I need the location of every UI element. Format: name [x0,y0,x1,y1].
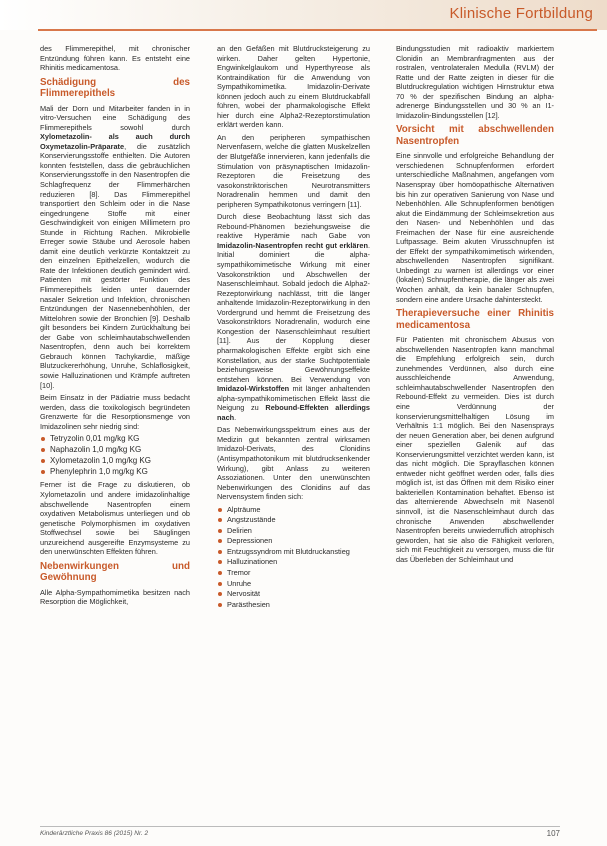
side-effects-list [217,505,370,609]
list-item: Parästhesien [217,600,370,610]
bold-text: Xylometazolin- als auch durch Oxymetazolin-Präparate [40,132,190,151]
section-heading: Nebenwirkungen und Gewöhnung [40,560,190,584]
section-heading: Therapieversuche einer Rhinitis medicamentosa [396,308,554,331]
paragraph: Alle Alpha-Sympathomimetika besitzen nach Resorption die Möglichkeit, [40,587,190,607]
list-item: Phenylephrin 1,0 mg/kg KG [40,467,190,477]
section-heading: Schädigung des Flimmerepithels [40,76,190,100]
limit-list [40,434,190,476]
section-title: Klinische Fortbildung [449,5,593,22]
list-item: Unruhe [217,579,370,589]
paragraph: Eine sinnvolle und erfolgreiche Behandlung der verschiedenen Schnupfenformen erfordert unterschiedliche Maßnahmen, angefangen vom Nasenspray über homöopathische Alternativen bis hin zur operativen Sanierung von Nase und Nebenhöhlen. Alle Schnupfenformen benötigen akut die Eindämmung der Schleimsekretion aus den Nasen- und Nebenhöhlen und das Freimachen der Nase für eine ausreichende Luftpassage. Beim akuten Virusschnupfen ist der Effekt der sympathikomimetisch wirkenden, abschwellenden Nasentropfen signifikant. Unbedingt zu warnen ist allerdings vor einer (lokalen) Schnupfentherapie, die länger als zwei Wochen anhält, da kein banaler Schnupfen, sondern eine andere Ursache dahintersteckt. [396,151,554,304]
list-item: Depressionen [217,536,370,546]
list-item: Entzugssyndrom mit Blutdruckanstieg [217,547,370,557]
bold-text: Imidazol-Wirkstoffen [217,384,290,394]
paragraph: des Flimmerepithel, mit chronischer Entzündung führen kann. Es entsteht eine Rhinitis medicamentosa. [40,44,190,73]
text-run: Mali der Dorn und Mitarbeiter fanden in in vitro-Versuchen eine Schädigung des Flimmerepithels sowohl durch [40,103,190,132]
paragraph: Bindungsstudien mit radioaktiv markiertem Clonidin an Membranfragmenten aus der rostralen, ventrolateralen Medulla (RVLM) der Ratte und der Ratte zeigten in dieser für die Blutdruckregulation wichtigen Hirnstruktur etwa 70 % der spezifischen Bindung an alpha-adrenerge Bindungsstellen und 30 % an I1-Imidazolin-Bindungsstellen [12]. [396,44,554,120]
paragraph: an den Gefäßen mit Blutdrucksteigerung zu wirken. Daher gelten Hypertonie, Engwinkelglaukom und Hyperthyreose als Kontraindikation für die Anwendung von Sympathikomimetika. Imidazolin-Derivate können jedoch auch zu einem Blutdruckabfall führen, wobei der pharmakologische Effekt hier durch eine Alpha2-Rezeptorstimulation erklärt werden kann. [217,44,370,130]
footer-rule [40,826,560,827]
list-item: Angstzustände [217,515,370,525]
header-rule [38,29,597,31]
paragraph [40,104,190,390]
text-run: mit länger anhaltenden alpha-sympathikomimetischen Effekt lässt die Neigung zu [217,384,370,413]
bold-text: Imidazolin-Nasentropfen recht gut erklären [217,240,368,250]
paragraph [217,212,370,422]
paragraph: Beim Einsatz in der Pädiatrie muss bedacht werden, dass die toxikologisch begründeten Grenzwerte für die Resorptionsmenge von Imidazolinen sehr niedrig sind: [40,393,190,431]
list-item: Alpträume [217,505,370,515]
column-1 [40,44,190,610]
paragraph: Ferner ist die Frage zu diskutieren, ob Xylometazolin und andere imidazolinhaltige abschwellende Nasentropfen einem oxydativen Metabolismus unterliegen und ob genetische Polymorphismen im oxydativen Stoffwechsel sowie bei Säuglingen unzureichend ausgereifte Enzymsysteme zu den unerwünschten Effekten führen. [40,480,190,557]
list-item: Tetryzolin 0,01 mg/kg KG [40,434,190,444]
text-run: Durch diese Beobachtung lässt sich das Rebound-Phänomen beziehungsweise die reaktive Hyperämie nach Gabe von [217,212,370,241]
text-run: , die zusätzlich Konservierungsstoffe enthielten. Die Autoren konnten feststellen, dass die gebräuchlichen Konservierungsstoffe in den Nasentropfen die Schlagfrequenz der Flimmerhärchen reduzieren [8]. Das Flimmerepithel transportiert den Schleim oder in die Nase eingedrungene Stoffe mit einer Geschwindigkeit von einigen Millimetern pro Stunde in Richtung Rachen. Mikrobielle Erreger sowie Stäube und Aerosole haben damit eine deutlich verkürzte Kontaktzeit zu den einzelnen Epithelzellen, wodurch die Rate der Infektionen deutlich gemindert wird. Patienten mit gestörter Funktion des Flimmerepithels leiden unter dauernder nasaler Sekretion und Infektion, chronischen Entzündungen der Nasennebenhöhlen, der Mittelohren sowie der Bronchien [9]. Deshalb gilt besonders bei Kindern Zurückhaltung bei der Gabe von schleimhautabschwellenden Nasentropfen, denn auch bei korrektem Gebrauch können Tachykardie, mäßige Blutzuckererhöhung, Unruhe, Schlaflosigkeit, sowie Halluzinationen und Krämpfe auftreten [10]. [40,141,190,390]
list-item: Tremor [217,568,370,578]
list-item: Halluzinationen [217,557,370,567]
column-2 [217,44,370,613]
section-heading: Vorsicht mit abschwellenden Nasentropfen [396,124,554,147]
page-footer [40,830,560,842]
list-item: Naphazolin 1,0 mg/kg KG [40,445,190,455]
bold-text: Rebound-Effekten allerdings nach [217,403,370,422]
page-number: 107 [546,829,560,838]
list-item: Delirien [217,526,370,536]
paragraph: Für Patienten mit chronischem Abusus von abschwellenden Nasentropfen kann manchmal die Empfehlung erfolgreich sein, durch zunehmendes Verdünnen, also durch eine ausschleichende Anwendung, schleimhautabschwellender Nasentropfen den Rebound-Effekt zu vermeiden. Dies ist durch eine Verdünnung der konservierungsmittelhaltigen Lösung im Verhältnis 1:1 möglich. Bei den Nasensprays der neuen Generation aber, bei denen aufgrund einer speziellen Galenik auf das Konservierungsmittel verzichtet werden kann, ist das nicht möglich. Die Sprayflaschen können entweder nicht geöffnet werden oder, falls dies möglich ist, ist das Öffnen mit dem Risiko einer bakteriellen Kontamination behaftet. Ebenso ist das alternierende Abwechseln mit Nasenöl sinnvoll, ist die Nasenschleimhaut durch das chronische Anwenden abschwellender Nasentropfen bereits unwiederruflich atrophisch geworden, hat sie also die Fähigkeit verloren, sich mit Feuchtigkeit zu versorgen, muss die für das Überleben der Schleimhaut und [396,335,554,564]
paragraph: An den peripheren sympathischen Nervenfasern, welche die glatten Muskelzellen der Blutgefäße innervieren, kann jedenfalls die Stimulation von präsynaptischen Imidazolin-Rezeptoren die Freisetzung des vasokonstriktorischen Neurotransmitters Noradrenalin hemmen und damit den peripheren Sympathikotonus verringern [11]. [217,132,370,209]
list-item: Xylometazolin 1,0 mg/kg KG [40,456,190,466]
journal-citation: Kinderärztliche Praxis 86 (2015) Nr. 2 [40,830,149,837]
page-header [0,0,607,34]
paragraph: Das Nebenwirkungsspektrum eines aus der Medizin gut bekannten zentral wirksamen Imidazol-Derivats, des Clonidins (Antisympathotonikum mit blutdrucksenkender Wirkung), gibt Anlass zu weiteren Assoziationen. Unter den unerwünschten Nebenwirkungen des Clonidins auf das Nervensystem finden sich: [217,425,370,502]
text-run: . [234,412,237,422]
list-item: Nervosität [217,589,370,599]
column-3 [396,44,554,567]
text-run: . Initial dominiert die alpha-sympathikomimetische Wirkung mit einer Vasokonstriktion und Abschwellen der Nasenschleimhaut. Sobald jedoch die Alpha2-Rezeptorwirkung nachlässt, tritt die länger anhaltende Imidazolin-Rezeptorwirkung in den Vordergrund und hemmt die Freisetzung des Vasokonstriktors Noradrenalin, wodurch eine Kongestion der Nasenschleimhaut resultiert [11]. Aus der Kopplung dieser pharmakologischen Effekte ergibt sich eine Konstellation, aus der starke Suchtpotentiale beziehungsweise Gewöhnungseffekte entstehen können. Bei Verwendung von [217,240,370,384]
